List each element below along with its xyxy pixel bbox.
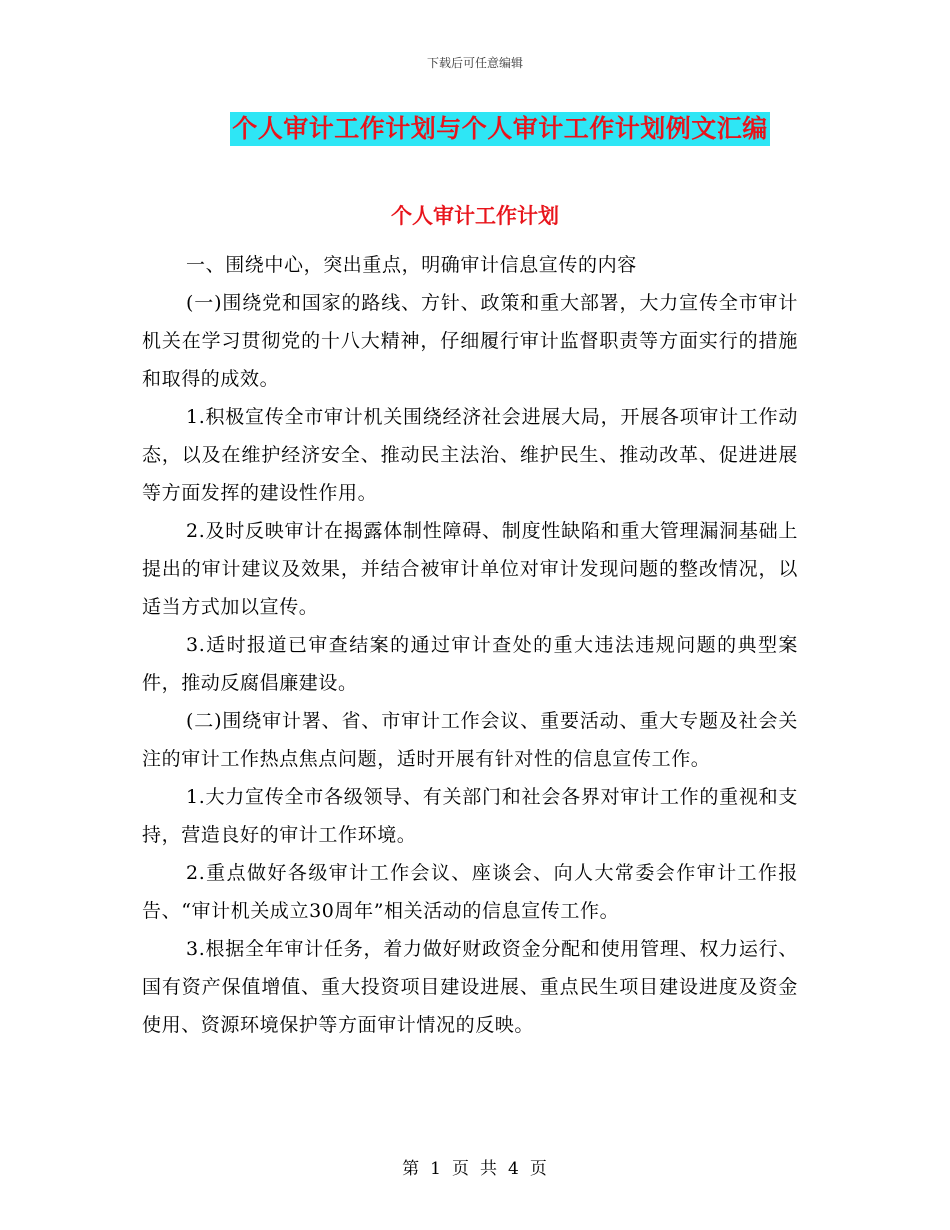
footer-current-page: 1 — [430, 1159, 442, 1179]
paragraph: 2.及时反映审计在揭露体制性障碍、制度性缺陷和重大管理漏洞基础上提出的审计建议及效果，并结合被审计单位对审计发现问题的整改情况，以适当方式加以宣传。 — [142, 520, 798, 618]
section-title: 个人审计工作计划 — [391, 204, 559, 228]
paragraph: 1.积极宣传全市审计机关围绕经济社会进展大局，开展各项审计工作动态，以及在维护经济安全、推动民主法治、维护民生、推动改革、促进进展等方面发挥的建设性作用。 — [142, 406, 798, 504]
paragraph: (一)围绕党和国家的路线、方针、政策和重大部署，大力宣传全市审计机关在学习贯彻党的十八大精神，仔细履行审计监督职责等方面实行的措施和取得的成效。 — [142, 292, 798, 390]
paragraph-heading-1: 一、围绕中心，突出重点，明确审计信息宣传的内容 — [186, 254, 637, 276]
footer-page-word: 页 — [452, 1159, 470, 1179]
footer-total-pages: 4 — [508, 1159, 520, 1179]
paragraph: (二)围绕审计署、省、市审计工作会议、重要活动、重大专题及社会关注的审计工作热点焦点问题，适时开展有针对性的信息宣传工作。 — [142, 710, 798, 770]
page-footer — [0, 1154, 950, 1179]
footer-total-word: 共 — [480, 1159, 498, 1179]
main-title-container — [0, 112, 950, 146]
paragraph: 3.根据全年审计任务，着力做好财政资金分配和使用管理、权力运行、国有资产保值增值、重大投资项目建设进展、重点民生项目建设进度及资金使用、资源环境保护等方面审计情况的反映。 — [142, 938, 798, 1036]
paragraph: 3.适时报道已审查结案的通过审计查处的重大违法违规问题的典型案件，推动反腐倡廉建设。 — [142, 634, 798, 694]
main-title: 个人审计工作计划与个人审计工作计划例文汇编 — [230, 112, 770, 146]
document-body — [142, 246, 798, 1044]
header-note: 下载后可任意编辑 — [426, 56, 523, 70]
footer-suffix: 页 — [529, 1159, 548, 1179]
footer-prefix: 第 — [402, 1159, 421, 1179]
paragraph: 2.重点做好各级审计工作会议、座谈会、向人大常委会作审计工作报告、“审计机关成立30周年”相关活动的信息宣传工作。 — [142, 862, 798, 922]
paragraph: 1.大力宣传全市各级领导、有关部门和社会各界对审计工作的重视和支持，营造良好的审计工作环境。 — [142, 786, 798, 846]
